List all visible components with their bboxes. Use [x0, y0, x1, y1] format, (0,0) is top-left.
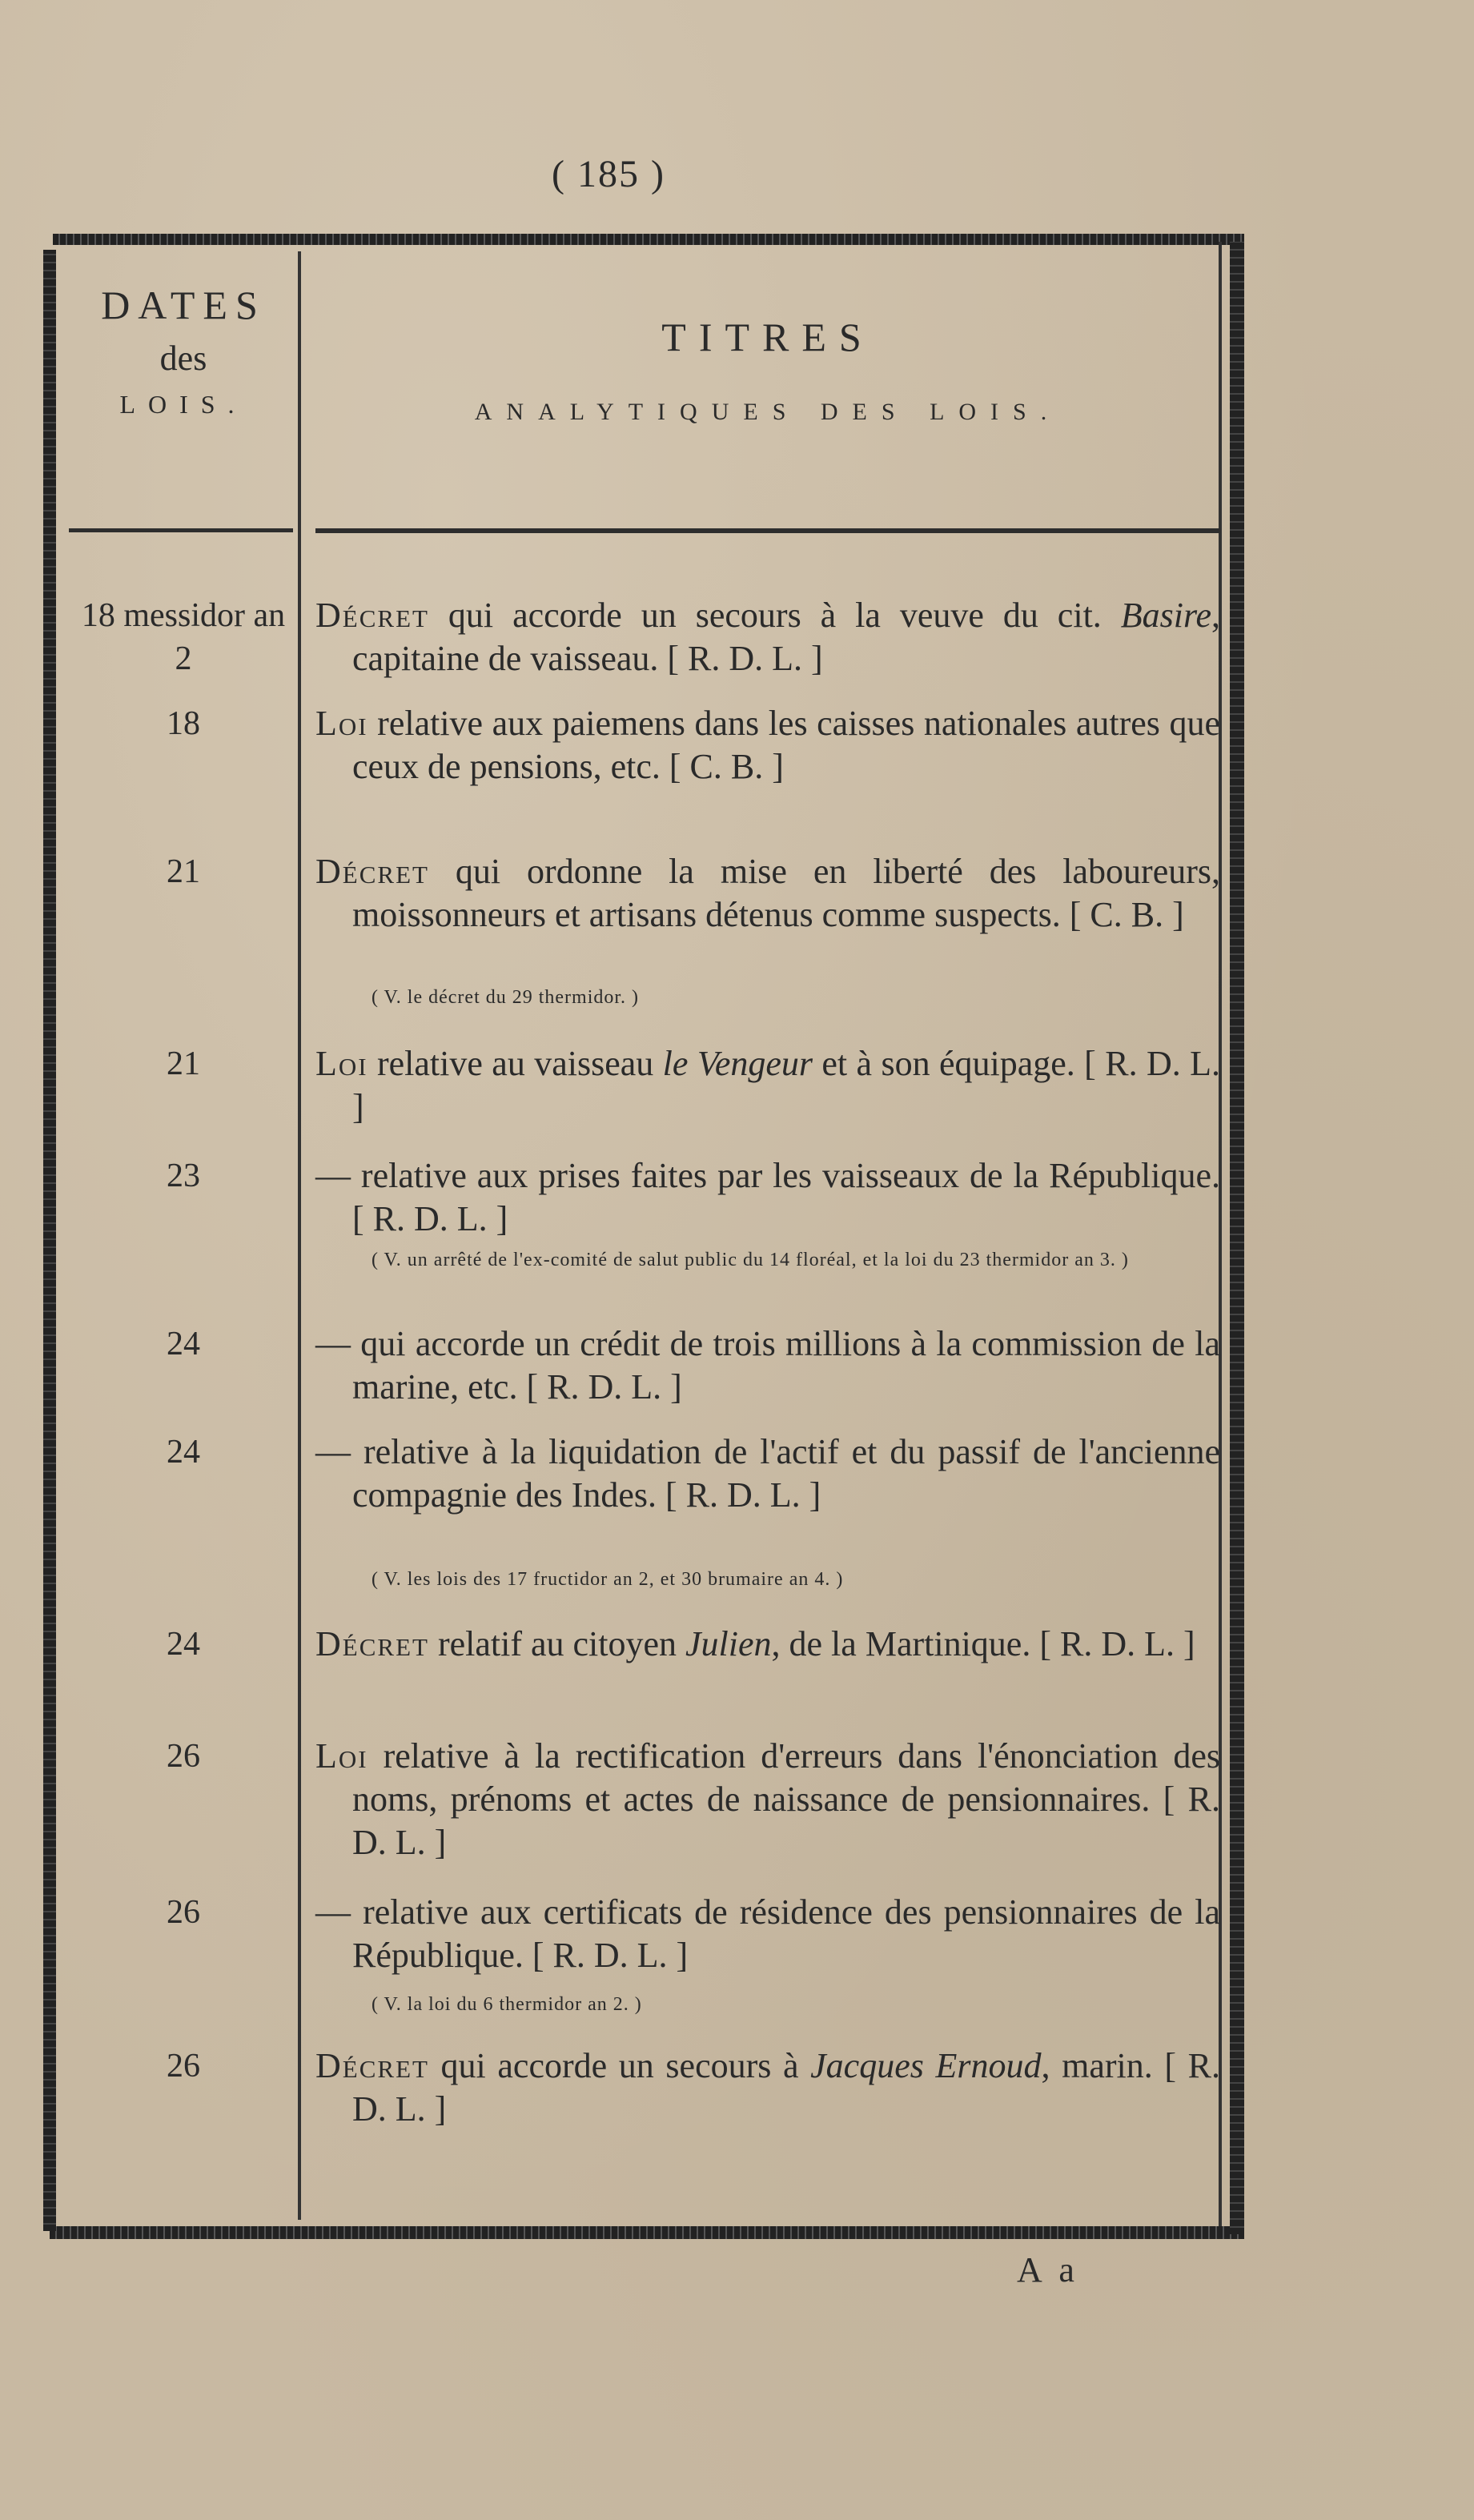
entry-text-end: , capitaine de vaisseau. [ R. D. L. ] — [352, 596, 1220, 678]
table-frame — [43, 234, 1244, 2239]
right-rule — [1230, 242, 1244, 2234]
entry-note: ( V. la loi du 6 thermidor an 2. ) — [372, 1994, 642, 2015]
entry-keyword: Décret — [315, 2046, 429, 2085]
entry-text: relative au vaisseau — [367, 1044, 663, 1083]
entry-text: qui ordonne la mise en liberté des laboureurs, moissonneurs et artisans détenus comme suspects. [ C. B. ] — [352, 852, 1220, 934]
entry-name: Julien — [685, 1624, 772, 1663]
entry-date: 24 — [167, 1434, 200, 1471]
entry-text: — relative à la liquidation de l'actif et du passif de l'ancienne compagnie des Indes. [ R. D. L. ] — [315, 1432, 1220, 1515]
entry-name: Jacques Ernoud — [810, 2046, 1042, 2085]
header-rule-right — [315, 528, 1220, 533]
entry-title — [315, 1322, 1220, 1409]
entry-text-end: , de la Martinique. [ R. D. L. ] — [771, 1624, 1195, 1663]
page-number: ( 185 ) — [552, 153, 665, 195]
column-divider — [298, 251, 301, 2220]
entry-date: 21 — [167, 1045, 200, 1082]
entry-note: ( V. un arrêté de l'ex-comité de salut public du 14 floréal, et la loi du 23 thermidor an 3. ) — [372, 1250, 1129, 1270]
entry-text: qui accorde un secours à la veuve du cit. — [428, 596, 1121, 635]
entry-date: 18 — [167, 705, 200, 742]
entry-keyword: Loi — [315, 1736, 368, 1776]
dates-header-line1: DATES — [101, 283, 266, 327]
entry-text: — qui accorde un crédit de trois millions à la commission de la marine, etc. [ R. D. L. ] — [315, 1324, 1220, 1406]
entry-date: 26 — [167, 2048, 200, 2085]
entry-date: 23 — [167, 1158, 200, 1194]
entry-text-end: et à son équipage. [ R. D. L. ] — [352, 1044, 1220, 1126]
entry-text-end: , marin. [ R. D. L. ] — [352, 2046, 1220, 2129]
entry-keyword: Décret — [315, 596, 429, 635]
entry-title — [315, 1735, 1220, 1864]
titres-column-header — [315, 314, 1220, 426]
entry-title — [315, 1431, 1220, 1517]
entry-title — [315, 702, 1220, 789]
entry-title — [315, 1042, 1220, 1129]
entry-text: relatif au citoyen — [428, 1624, 686, 1663]
entry-note: ( V. les lois des 17 fructidor an 2, et 30 brumaire an 4. ) — [372, 1569, 844, 1590]
entry-name: le Vengeur — [662, 1044, 813, 1083]
entry-date: 18 messidor an 2 — [81, 597, 286, 677]
entry-keyword: Décret — [315, 852, 429, 891]
dates-header-line3: LOIS. — [119, 390, 247, 419]
entry-date: 24 — [167, 1326, 200, 1362]
signature-mark: A a — [1017, 2250, 1079, 2289]
entry-keyword: Décret — [315, 1624, 429, 1663]
entry-title — [315, 594, 1220, 680]
titres-header-line2: ANALYTIQUES DES LOIS. — [474, 399, 1062, 425]
titres-header-line1: TITRES — [661, 315, 874, 359]
left-rule — [43, 250, 56, 2231]
entry-text: qui accorde un secours à — [428, 2046, 811, 2085]
entry-keyword: Loi — [315, 704, 368, 743]
bottom-rule — [50, 2226, 1244, 2239]
entry-title — [315, 1154, 1220, 1241]
dates-column-header — [75, 282, 291, 419]
entry-text: — relative aux certificats de résidence des pensionnaires de la République. [ R. D. L. ] — [315, 1892, 1220, 1975]
dates-header-line2: des — [159, 339, 207, 378]
entry-keyword: Loi — [315, 1044, 368, 1083]
entry-date: 21 — [167, 853, 200, 890]
entry-note: ( V. le décret du 29 thermidor. ) — [372, 987, 640, 1008]
entry-date: 26 — [167, 1738, 200, 1775]
entry-text: — relative aux prises faites par les vaisseaux de la République. [ R. D. L. ] — [315, 1156, 1220, 1238]
entry-title — [315, 850, 1220, 937]
entry-title — [315, 2044, 1220, 2131]
top-rule — [53, 234, 1244, 245]
entry-text: relative aux paiemens dans les caisses nationales autres que ceux de pensions, etc. [ C. B. ] — [352, 704, 1220, 786]
entry-text: relative à la rectification d'erreurs dans l'énonciation des noms, prénoms et actes de naissance de pensionnaires. [ R. D. L. ] — [352, 1736, 1220, 1862]
header-rule-left — [69, 528, 293, 532]
entry-date: 26 — [167, 1894, 200, 1931]
entry-title — [315, 1623, 1220, 1666]
entry-title — [315, 1891, 1220, 1977]
entry-date: 24 — [167, 1626, 200, 1663]
entry-name: Basire — [1120, 596, 1211, 635]
